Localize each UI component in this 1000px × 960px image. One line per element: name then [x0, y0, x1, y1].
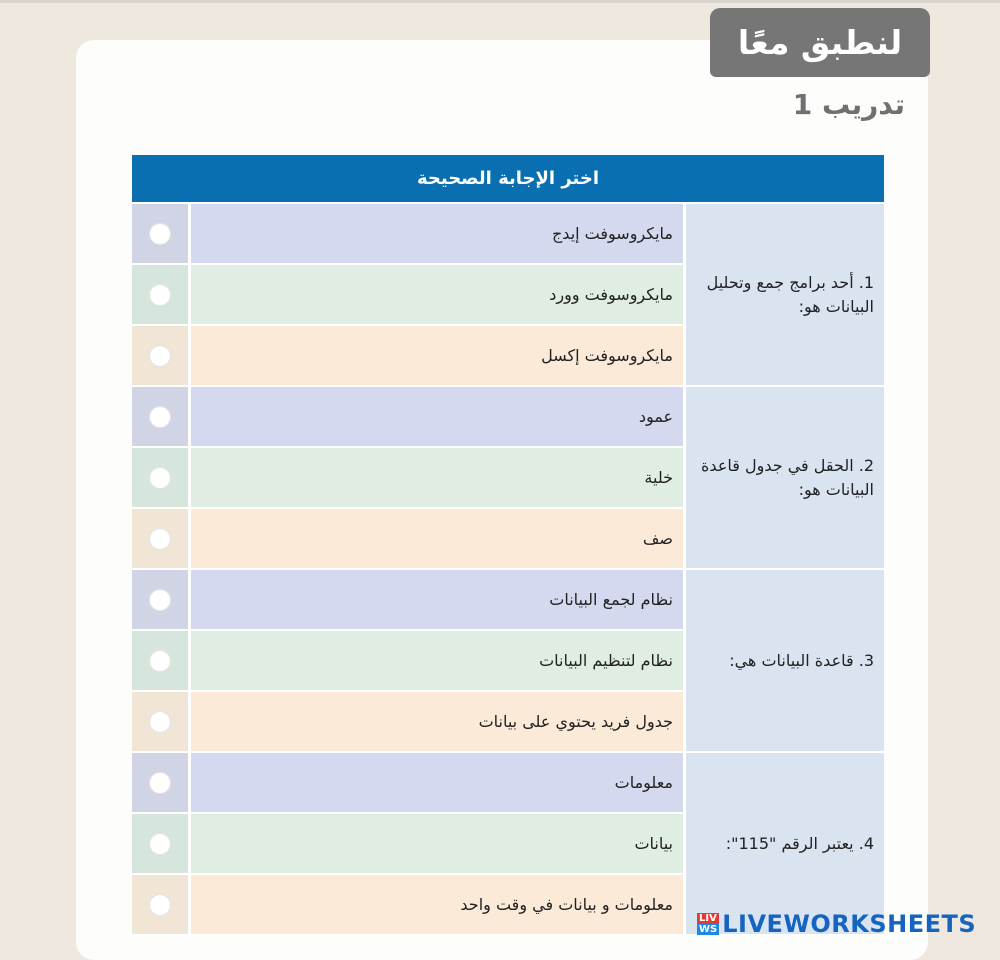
top-divider	[0, 0, 1000, 3]
radio-column	[132, 387, 191, 568]
question-group-1	[132, 204, 884, 387]
radio-q4-opt1[interactable]	[149, 772, 171, 794]
quiz-header: اختر الإجابة الصحيحة	[132, 155, 884, 204]
exercise-title: تدريب 1	[792, 88, 905, 121]
option-q4-3[interactable]: معلومات و بيانات في وقت واحد	[191, 875, 683, 934]
radio-q3-opt3[interactable]	[149, 711, 171, 733]
radio-column	[132, 753, 191, 934]
quiz-table	[132, 155, 884, 936]
question-group-3	[132, 570, 884, 753]
options-column	[191, 570, 686, 751]
radio-q1-opt3[interactable]	[149, 345, 171, 367]
option-q2-3[interactable]: صف	[191, 509, 683, 568]
radio-column	[132, 570, 191, 751]
question-text-3: 3. قاعدة البيانات هي:	[686, 570, 884, 751]
radio-q2-opt2[interactable]	[149, 467, 171, 489]
radio-q4-opt3[interactable]	[149, 894, 171, 916]
option-q4-1[interactable]: معلومات	[191, 753, 683, 814]
radio-q1-opt1[interactable]	[149, 223, 171, 245]
options-column	[191, 204, 686, 385]
option-q3-1[interactable]: نظام لجمع البيانات	[191, 570, 683, 631]
radio-q2-opt1[interactable]	[149, 406, 171, 428]
option-q1-3[interactable]: مايكروسوفت إكسل	[191, 326, 683, 385]
question-group-2	[132, 387, 884, 570]
radio-q3-opt1[interactable]	[149, 589, 171, 611]
option-q3-3[interactable]: جدول فريد يحتوي على بيانات	[191, 692, 683, 751]
radio-q3-opt2[interactable]	[149, 650, 171, 672]
option-q1-1[interactable]: مايكروسوفت إيدج	[191, 204, 683, 265]
section-badge: لنطبق معًا	[710, 8, 930, 77]
question-text-4: 4. يعتبر الرقم "115":	[686, 753, 884, 934]
options-column	[191, 387, 686, 568]
option-q4-2[interactable]: بيانات	[191, 814, 683, 875]
logo-text: LIVEWORKSHEETS	[722, 910, 977, 938]
radio-q2-opt3[interactable]	[149, 528, 171, 550]
radio-q1-opt2[interactable]	[149, 284, 171, 306]
radio-column	[132, 204, 191, 385]
logo-mark-icon: LIV WS	[699, 913, 718, 935]
option-q2-2[interactable]: خلية	[191, 448, 683, 509]
radio-q4-opt2[interactable]	[149, 833, 171, 855]
option-q2-1[interactable]: عمود	[191, 387, 683, 448]
options-column	[191, 753, 686, 934]
liveworksheets-logo[interactable]	[697, 909, 976, 939]
option-q1-2[interactable]: مايكروسوفت وورد	[191, 265, 683, 326]
option-q3-2[interactable]: نظام لتنظيم البيانات	[191, 631, 683, 692]
question-text-1: 1. أحد برامج جمع وتحليل البيانات هو:	[686, 204, 884, 385]
question-text-2: 2. الحقل في جدول قاعدة البيانات هو:	[686, 387, 884, 568]
